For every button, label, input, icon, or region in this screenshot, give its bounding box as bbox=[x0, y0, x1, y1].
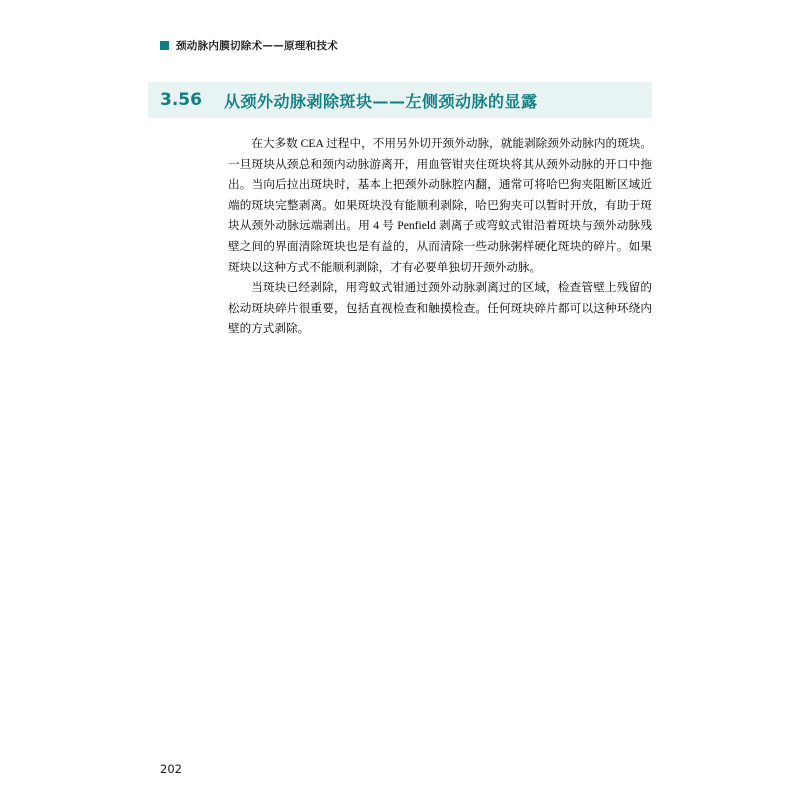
section-title: 从颈外动脉剥除斑块——左侧颈动脉的显露 bbox=[223, 91, 538, 111]
paragraph-1: 在大多数 CEA 过程中，不用另外切开颈外动脉，就能剥除颈外动脉内的斑块。一旦斑块从颈总和颈内动脉游离开，用血管钳夹住斑块将其从颈外动脉的开口中拖出。当向后拉出斑块时，基本上把颈外动脉腔内翻，通常可将哈巴狗夹阻断区域近端的斑块完整剥离。如果斑块没有能顺利剥除，哈巴狗夹可以暂时开放，有助于斑块从颈外动脉远端剥出。用 4 号 Penfield 剥离子或弯蚊式钳沿着斑块与颈外动脉残壁之间的界面清除斑块也是有益的，从而清除一些动脉粥样硬化斑块的碎片。如果斑块以这种方式不能顺利剥除，才有必要单独切开颈外动脉。 bbox=[228, 137, 652, 274]
running-header bbox=[160, 38, 338, 53]
header-square-icon bbox=[160, 41, 169, 50]
section-number: 3.56 bbox=[160, 90, 202, 110]
page-number: 202 bbox=[160, 762, 182, 776]
paragraph-2: 当斑块已经剥除，用弯蚊式钳通过颈外动脉剥离过的区域，检查管壁上残留的松动斑块碎片很重要，包括直视检查和触摸检查。任何斑块碎片都可以这种环绕内壁的方式剥除。 bbox=[228, 281, 652, 336]
section-heading bbox=[148, 82, 652, 118]
running-header-text: 颈动脉内膜切除术——原理和技术 bbox=[176, 40, 338, 52]
body-text bbox=[228, 134, 652, 340]
